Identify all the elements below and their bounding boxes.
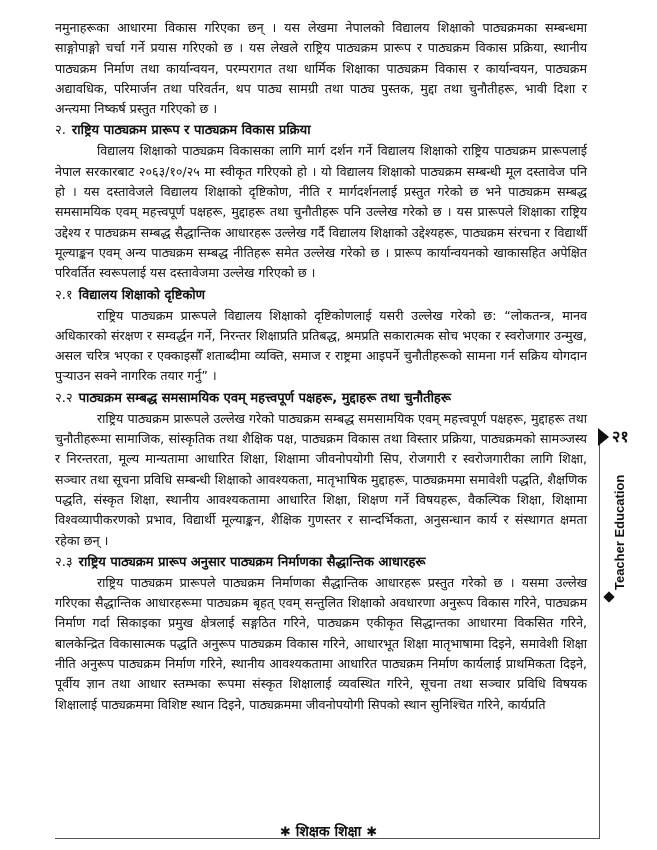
- right-margin-rule: [599, 438, 600, 838]
- page-footer: [0, 822, 657, 841]
- section-heading-2-1: [55, 285, 587, 306]
- article-body: [55, 18, 587, 715]
- journal-side-label: Teacher Education: [612, 474, 627, 590]
- page-number: २१: [612, 427, 629, 446]
- triangle-pointer-icon: [598, 428, 609, 446]
- diamond-bullet-icon: [603, 591, 614, 602]
- star-icon: ✱: [279, 825, 291, 840]
- section-title: राष्ट्रिय पाठ्यक्रम प्रारूप र पाठ्यक्रम विकास प्रक्रिया: [71, 123, 311, 139]
- section-title: राष्ट्रिय पाठ्यक्रम प्रारूप अनुसार पाठ्यक्रम निर्माणका सैद्धान्तिक आधारहरू: [78, 554, 426, 570]
- star-icon: ✱: [366, 825, 378, 840]
- section-2-1-paragraph: राष्ट्रिय पाठ्यक्रम प्रारूपले विद्यालय शिक्षाको दृष्टिकोणलाई यसरी उल्लेख गरेको छ: “लोकतन्त्र, मानव अधिकारको संरक्षण र सम्वर्द्धन गर्ने, निरन्तर शिक्षाप्रति प्रतिबद्ध, श्रमप्रति सकारात्मक सोच भएका र स्वरोजगार उन्मुख, असल चरित्र भएका र एक्काइसौँ शताब्दीमा व्यक्ति, समाज र राष्ट्रमा आइपर्ने चुनौतीहरूको सामना गर्न सक्रिय योगदान पुऱ्याउन सक्ने नागरिक तयार गर्नु” ।: [55, 307, 587, 384]
- section-2-2-paragraph: राष्ट्रिय पाठ्यक्रम प्रारूपले उल्लेख गरेको पाठ्यक्रम सम्बद्ध समसामयिक एवम् महत्त्वपूर्ण पक्षहरू, मुद्दाहरू तथा चुनौतीहरूमा सामाजिक, सांस्कृतिक तथा शैक्षिक पक्ष, पाठ्यक्रम विकास तथा विस्तार प्रक्रिया, पाठ्यक्रमको सामञ्जस्य र निरन्तरता, मूल्य मान्यतामा आधारित शिक्षा, शिक्षामा जीवनोपयोगी सिप, रोजगारी र स्वरोजगारीका लागि शिक्षा, सञ्चार तथा सूचना प्रविधि सम्बन्धी शिक्षाको आवश्यकता, मातृभाषिक मुद्दाहरू, पाठ्यक्रममा समावेशी पद्धति, शैक्षणिक पद्धति, संस्कृत शिक्षा, स्थानीय आवश्यकतामा आधारित शिक्षा, शिक्षण गर्ने विषयहरू, वैकल्पिक शिक्षा, शिक्षामा विश्वव्यापीकरणको प्रभाव, विद्यार्थी मूल्याङ्कन, शैक्षिक गुणस्तर र सान्दर्भिकता, अनुसन्धान कार्य र संस्थागत क्षमता रहेका छन् ।: [55, 410, 587, 548]
- intro-paragraph: नमुनाहरूका आधारमा विकास गरिएका छन् । यस लेखमा नेपालको विद्यालय शिक्षाको पाठ्यक्रमका सम्बन्धमा साङ्गोपाङ्गो चर्चा गर्ने प्रयास गरिएको छ । यस लेखले राष्ट्रिय पाठ्यक्रम प्रारूप र पाठ्यक्रम विकास प्रक्रिया, स्थानीय पाठ्यक्रम निर्माण तथा कार्यान्वयन, परम्परागत तथा धार्मिक शिक्षाका पाठ्यक्रम विकास र कार्यान्वयन, पाठ्यक्रम अद्यावधिक, परिमार्जन तथा परिवर्तन, थप पाठ्य सामग्री तथा पाठ्य पुस्तक, मुद्दा तथा चुनौतीहरू, भावी दिशा र अन्त्यमा निष्कर्ष प्रस्तुत गरिएको छ ।: [55, 20, 587, 117]
- section-number: २.: [55, 123, 66, 139]
- section-number: २.१: [55, 287, 73, 303]
- page-number-marker: [598, 424, 644, 450]
- section-number: २.२: [55, 390, 73, 406]
- section-2-paragraph: विद्यालय शिक्षाको पाठ्यक्रम विकासका लागि मार्ग दर्शन गर्ने विद्यालय शिक्षाको राष्ट्रिय पाठ्यक्रम प्रारूपलाई नेपाल सरकारबाट २०६३/१०/२५ मा स्वीकृत गरिएको हो । यो विद्यालय शिक्षाको पाठ्यक्रम सम्बन्धी मूल दस्तावेज पनि हो । यस दस्तावेजले विद्यालय शिक्षाको दृष्टिकोण, नीति र मार्गदर्शनलाई प्रस्तुत गरेको छ भने पाठ्यक्रम सम्बद्ध समसामयिक एवम् महत्त्वपूर्ण पक्षहरू, मुद्दाहरू तथा चुनौतीहरू पनि उल्लेख गरेको छ । यस प्रारूपले शिक्षाका राष्ट्रिय उद्देश्य र पाठ्यक्रम सम्बद्ध सैद्धान्तिक आधारहरू उल्लेख गर्दै विद्यालय शिक्षाको उद्देश्यहरू, पाठ्यक्रम संरचना र विद्यार्थी मूल्याङ्कन एवम् अन्य पाठ्यक्रम सम्बद्ध नीतिहरू समेत उल्लेख गरेको छ । प्रारूप कार्यान्वयनको खाकासहित अपेक्षित परिवर्तित स्वरूपलाई यस दस्तावेजमा उल्लेख गरिएको छ ।: [55, 143, 587, 281]
- section-heading-2-2: [55, 388, 587, 409]
- section-number: २.३: [55, 554, 73, 570]
- section-title: पाठ्यक्रम सम्बद्ध समसामयिक एवम् महत्त्वपूर्ण पक्षहरू, मुद्दाहरू तथा चुनौतीहरू: [78, 390, 451, 406]
- section-heading-2-3: [55, 552, 587, 573]
- section-2-3-paragraph: राष्ट्रिय पाठ्यक्रम प्रारूपले पाठ्यक्रम निर्माणका सैद्धान्तिक आधारहरू प्रस्तुत गरेको छ । यसमा उल्लेख गरिएका सैद्धान्तिक आधारहरूमा पाठ्यक्रम बृहत् एवम् सन्तुलित शिक्षाको अवधारणा अनुरूप विकास गरिने, पाठ्यक्रम निर्माण गर्दा सिकाइका प्रमुख क्षेत्रलाई सङ्गठित गरिने, पाठ्यक्रम एकीकृत सिद्धान्तका आधारमा विकसित गरिने, बालकेन्द्रित विकासात्मक पद्धति अनुरूप पाठ्यक्रम विकास गरिने, आधारभूत शिक्षा मातृभाषामा दिइने, समावेशी शिक्षा नीति अनुरूप पाठ्यक्रम निर्माण गरिने, स्थानीय आवश्यकतामा आधारित पाठ्यक्रम निर्माण कार्यलाई प्राथमिकता दिइने, पूर्वीय ज्ञान तथा आधार स्तम्भका रूपमा संस्कृत शिक्षालाई व्यवस्थित गरिने, सूचना तथा सञ्चार प्रविधि विषयक शिक्षालाई पाठ्यक्रममा विशिष्ट स्थान दिइने, पाठ्यक्रममा जीवनोपयोगी सिपको स्थान सुनिश्चित गरिने, कार्यप्रति: [55, 574, 587, 712]
- footer-title: शिक्षक शिक्षा: [295, 824, 362, 840]
- section-heading-2: [55, 120, 587, 141]
- section-title: विद्यालय शिक्षाको दृष्टिकोण: [78, 287, 206, 303]
